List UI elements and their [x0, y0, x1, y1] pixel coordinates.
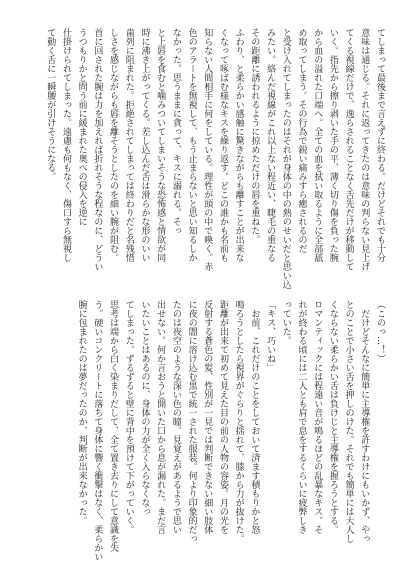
text-column: て動く舌に一瞬腰が引けそうになる。 — [45, 28, 56, 181]
text-column: れが終わる頃には二人とも肩で息をするくらいに疲弊しき — [296, 300, 307, 534]
text-column: 距離が出来て初めて見えた目の前の人物の容姿。月の光を — [217, 300, 228, 534]
text-column: 歯列に阻まれた。拒絶されてしまっては終わりだと名残惜 — [123, 28, 134, 262]
text-column: 仕掛けられてしまった。遠慮も何もなく、傷口すら無視し — [60, 28, 71, 262]
text-column: とのことで小さい舌を押しのけた。それでも簡単には大人し — [343, 300, 354, 543]
text-column: 反射する蒼色の髪、性別が一見では判断できない細い肢体 — [202, 300, 213, 534]
text-column: くなって啄ばむ様なキスを繰り返す。どこの誰かも名前も — [217, 28, 228, 262]
text-column: う。硬いコンクリートに落ちて身体に響く衝撃はなく、柔らかい — [92, 300, 103, 561]
text-column: に夜の闇に溶け込む黒で統一された服装。何より印象的だっ — [186, 300, 197, 543]
text-column: しさを感じながらも唇を離そうとしたのを細い腕が阻む。 — [108, 28, 119, 262]
text-column: その距離に誘われるように掠めただけの唇を重ねた。 — [249, 28, 260, 244]
text-column: お前、これだけのことをしておいて済ます積もりかと怒 — [249, 300, 260, 534]
text-column: 腕に包まれたのは夢だったのか、判断が出来なかった。 — [76, 300, 87, 525]
text-column: 時に沸き上がってくる。差し込んだ舌は滑らかな形のいい — [139, 28, 150, 262]
text-column: 首に回された腕は力を加えれば折れそうな程なのに、どうい — [92, 28, 103, 271]
text-column: ふわり、と柔らかい感触に驚きながらも離すことが出来な — [233, 28, 244, 262]
text-column: 出せない。何か言おうと開いた口から息が漏れた。まだ言 — [155, 300, 166, 534]
text-column: いく。指先から擦り剥いた手の平、薄く切り傷を負った腕 — [327, 28, 338, 262]
text-column: だけどそんなに簡単に主導権を許すわけにもいかず、やっ — [359, 300, 370, 543]
text-column: っていた。 — [280, 300, 291, 345]
text-column: みたい。絡んだ視線がこれ以上ない程近い、睫毛の重なる — [265, 28, 276, 262]
text-column: と上唇を食むと噛みついてしまいそうな恐怖感と情欲が同 — [155, 28, 166, 262]
text-column: 色のアラートを無視して、もう止まらないと思い知るしか — [186, 28, 197, 262]
text-column: いたいことはあるのに、身体の力が全く入らなくなっ — [139, 300, 150, 516]
top-text-block — [42, 28, 387, 289]
text-column: うつもりかと問う前に緩まれた奥への侵入を逆に — [76, 28, 87, 226]
text-column: てくる視線だけで、逸らされることなく舌先だけが移動して — [343, 28, 354, 271]
text-column: と受け入れてしまったのはそれが身体の中の熱のせいだと思い込 — [280, 28, 291, 289]
text-column: （このっ…！） — [375, 300, 385, 363]
text-column: たのは夜空のような深い色の瞳。見覚えがあるようで思い — [170, 300, 181, 534]
text-column: 「キス、巧いね」 — [265, 300, 276, 372]
text-column: ロマンティックには程遠い音が鳴るほどの乱暴なキス。そ — [312, 300, 323, 534]
text-column: てしまって最後まで言えずに終わる。だけどそれでも十分 — [375, 28, 385, 262]
text-column: 鳴ろうとしたら視界がぐらりと揺れて、膝から力が抜けた。 — [233, 300, 244, 543]
text-column: から血の溢れた口端へ。全ての血を拭い取るように全部舐 — [312, 28, 323, 262]
text-column: め取ってしまう。その行為で鋭い痛みすら癒されるのだ — [296, 28, 307, 253]
text-column: 思考は端から白く染まりだして、全て置き去りにして意識を失 — [108, 300, 119, 552]
bottom-text-block — [73, 300, 387, 561]
text-column: くならない柔らかい舌は負けじと主導権を握ろうとする。 — [327, 300, 338, 534]
text-column: 知らない人間相手に何をしている。理性が頭の中で喚く。赤 — [202, 28, 213, 271]
text-column: てしまった。ずるずると壁に背中を預けて下がっていく。 — [123, 300, 134, 534]
text-column: なかった。思うままに貪って、キスに溺れる。そっ — [170, 28, 181, 235]
text-column: 意味は通じる。それに返ってきたのは意味の判らない見上げ — [359, 28, 370, 271]
